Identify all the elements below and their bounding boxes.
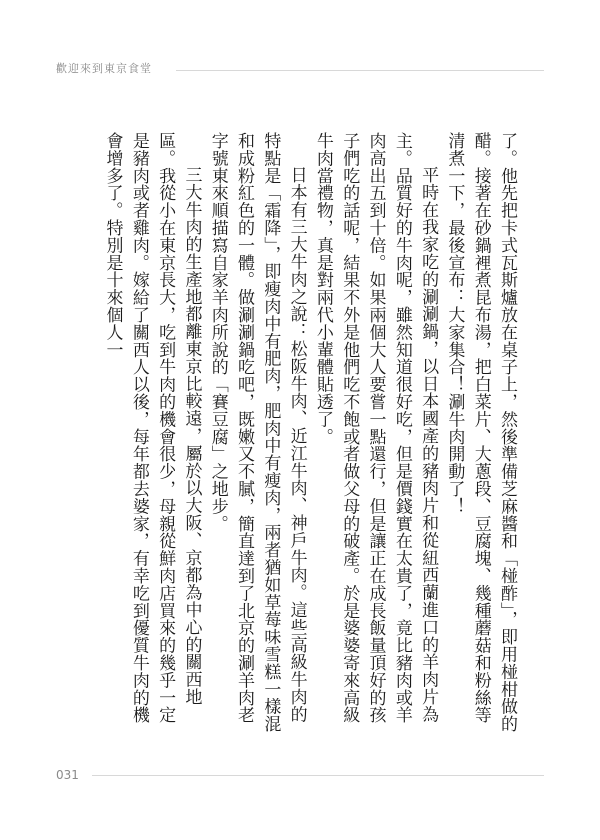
paragraph-4: 三大牛肉的生產地都離東京比較遠，屬於以大阪、京都為中心的關西地區。我從小在東京長大，吃到牛肉的機會很少，母親從鮮肉店買來的幾乎一定是豬肉或者雞肉。嫁給了關西人以後，每年都去婆家，有幸吃到優質牛肉的機會增多了。特別是十來個人一 (102, 132, 202, 724)
paragraph-3: 日本有三大牛肉之說：松阪牛肉、近江牛肉、神戶牛肉。這些高級牛肉的特點是「霜降」，即瘦肉中有肥肉，肥肉中有瘦肉，兩者猶如草莓味雪糕一樣混和成粉紅色的一體。做涮涮鍋吃吧，既嫩又不膩，簡直達到了北京的涮羊肉老字號東來順描寫自家羊肉所說的「賽豆腐」之地步。 (207, 132, 307, 733)
footer-rule (92, 775, 544, 776)
header-rule (176, 70, 544, 71)
running-title: 歡迎來到東京食堂 (56, 62, 152, 75)
page-number: 031 (56, 768, 79, 782)
body-text (70, 132, 520, 738)
paragraph-2: 平時在我家吃的涮涮鍋，以日本國產的豬肉片和從紐西蘭進口的羊肉片為主。品質好的牛肉呢，雖然知道很好吃，但是價錢實在太貴了，竟比豬肉或羊肉高出五到十倍。如果兩個大人要嘗一點還行，但是讓正在成長飯量頂好的孩子們吃的話呢，結果不外是他們吃不飽或者做父母的破產。於是婆婆寄來高級牛肉當禮物，真是對兩代小輩體貼透了。 (312, 132, 439, 724)
paragraph-1: 了。他先把卡式瓦斯爐放在桌子上，然後準備芝麻醬和「椪酢」，即用椪柑做的醋。接著在砂鍋裡煮昆布湯，把白菜片、大蔥段、豆腐塊、幾種蘑菇和粉絲等清煮一下，最後宣布：大家集合！涮牛肉開動了！ (444, 132, 517, 733)
